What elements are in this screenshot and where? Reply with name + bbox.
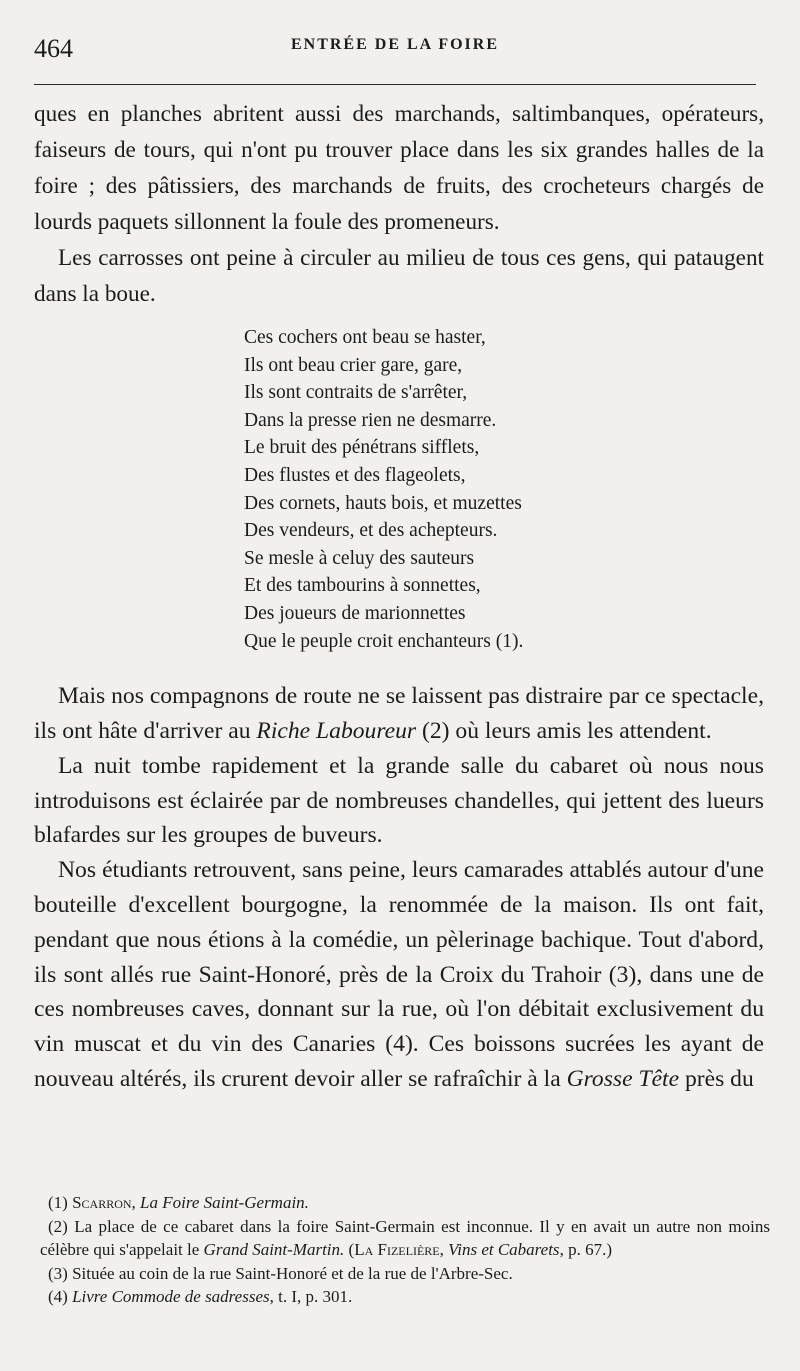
verse-line: Des vendeurs, et des achepteurs.: [244, 520, 498, 542]
footnote-3: (3) Située au coin de la rue Saint-Honoré et de la rue de l'Arbre-Sec.: [48, 1263, 513, 1283]
running-head: ENTRÉE DE LA FOIRE: [290, 36, 500, 53]
paragraph: La nuit tombe rapidement et la grande salle du cabaret où nous nous introduisons est éclairée par de nombreuses chandelles, qui jettent des lueurs blafardes sur les groupes de buveurs.: [34, 752, 764, 849]
verse-line: Et des tambourins à sonnettes,: [244, 575, 481, 597]
paragraph: Nos étudiants retrouvent, sans peine, leurs camarades attablés autour d'une bouteille d'excellent bourgogne, la renommée de la maison. Ils ont fait, pendant que nous étions à la comédie, un pèlerinage bachique. Tout d'abord, ils sont allés rue Saint-Honoré, près de la Croix du Trahoir (3), dans une de ces nombreuses caves, donnant sur la rue, où l'on débitait exclusivement du vin muscat et du vin des Canaries (4). Ces boissons sucrées les ayant de nouveau altérés, ils crurent devoir aller se rafraîchir à la Grosse Tête près du: [34, 857, 764, 1092]
footnote-1: (1) Scarron, La Foire Saint-Germain.: [48, 1193, 309, 1212]
verse-line: Des flustes et des flageolets,: [244, 464, 466, 486]
footnote-2: (2) La place de ce cabaret dans la foire Saint-Germain est inconnue. Il y en avait un autre non moins célèbre qui s'appelait le Grand Saint-Martin. (La Fizelière, Vins et Cabarets, p. 67.): [40, 1216, 770, 1259]
verse-line: Des joueurs de marionnettes: [244, 602, 466, 624]
text-section: [34, 679, 764, 1097]
paragraph-continued: ques en planches abritent aussi des marchands, saltimbanques, opérateurs, faiseurs de tours, qui n'ont pu trouver place dans les six grandes halles de la foire ; des pâtissiers, des marchands de fruits, des crocheteurs chargés de lourds paquets sillonnent la foule des promeneurs.: [34, 101, 764, 235]
spacer: [34, 665, 764, 679]
cabaret-name: Riche Laboureur: [256, 717, 417, 744]
verse-line: Dans la presse rien ne desmarre.: [244, 409, 497, 431]
page-number: 464: [34, 34, 73, 63]
verse-line: Des cornets, hauts bois, et muzettes: [244, 492, 522, 514]
verse-line: Se mesle à celuy des sauteurs: [244, 547, 475, 569]
main-text: [34, 96, 764, 1097]
verse-line: Ces cochers ont beau se haster,: [244, 327, 486, 348]
verse-quotation: [244, 324, 764, 655]
paragraph: Les carrosses ont peine à circuler au milieu de tous ces gens, qui pataugent dans la boue.: [34, 245, 764, 307]
cabaret-name: Grosse Tête: [566, 1065, 680, 1092]
verse-line: Ils ont beau crier gare, gare,: [244, 354, 463, 376]
paragraph: Mais nos compagnons de route ne se laissent pas distraire par ce spectacle, ils ont hâte d'arriver au Riche Laboureur (2) où leurs amis les attendent.: [34, 683, 764, 744]
footnote-4: (4) Livre Commode de sadresses, t. I, p. 301.: [48, 1287, 353, 1306]
header-rule: [34, 84, 756, 85]
verse-line: Le bruit des pénétrans sifflets,: [244, 437, 480, 459]
page-header: [34, 30, 756, 70]
verse-line: Ils sont contraits de s'arrêter,: [244, 382, 468, 404]
verse-line: Que le peuple croit enchanteurs (1).: [244, 630, 524, 652]
footnotes: [40, 1191, 770, 1309]
